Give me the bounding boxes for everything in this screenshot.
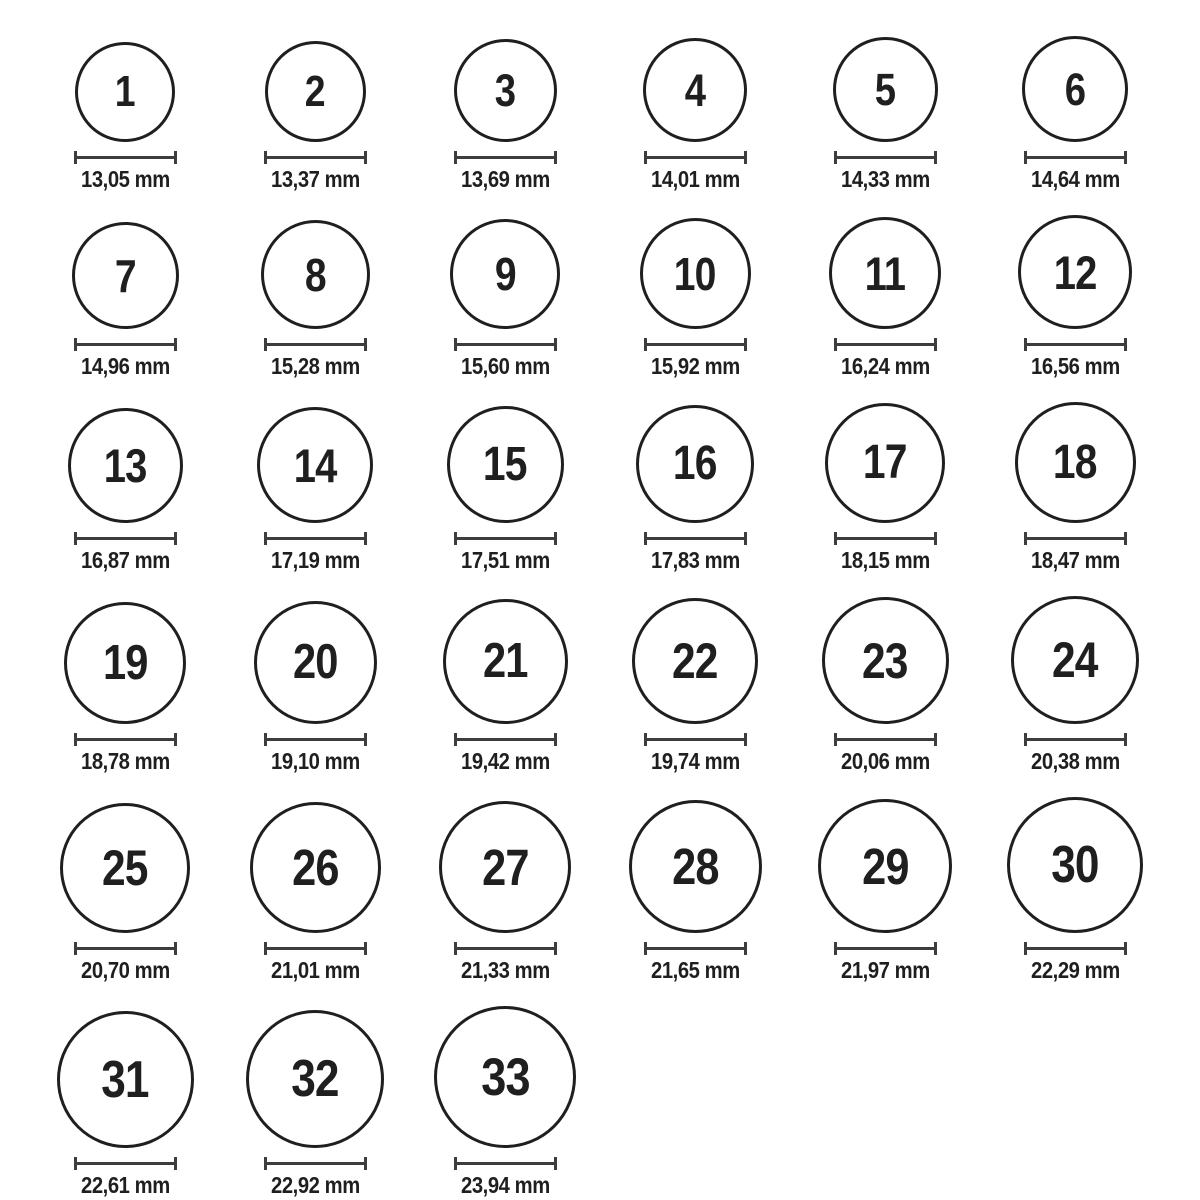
ring-size-cell <box>1011 596 1139 773</box>
diameter-label: 22,92 mm <box>270 1172 360 1198</box>
measure-bar <box>1027 156 1124 159</box>
ring-size-number: 30 <box>1051 836 1099 894</box>
diameter-label: 15,92 mm <box>650 353 740 379</box>
ring-circle <box>443 599 568 724</box>
ring-circle <box>636 405 754 523</box>
ring-circle <box>833 37 938 142</box>
ring-circle <box>1015 402 1136 523</box>
measure-bar <box>457 947 554 950</box>
diameter-measure-line <box>834 151 937 164</box>
measure-bar <box>457 1162 554 1165</box>
ring-size-cell <box>1007 797 1143 982</box>
ring-size-cell <box>450 219 560 378</box>
ring-circle <box>450 219 560 329</box>
diameter-label: 23,94 mm <box>460 1172 550 1198</box>
ring-size-cell <box>636 405 754 572</box>
ring-circle <box>439 801 571 933</box>
ring-circle <box>257 407 373 523</box>
ring-size-cell <box>818 799 952 982</box>
ring-circle <box>64 602 186 724</box>
diameter-measure-line <box>74 1157 177 1170</box>
diameter-label: 15,28 mm <box>270 353 360 379</box>
measure-tick-right <box>554 733 557 746</box>
measure-bar <box>837 947 934 950</box>
ring-size-number: 6 <box>1064 63 1086 115</box>
measure-tick-right <box>1124 151 1127 164</box>
ring-size-cell <box>822 597 949 773</box>
diameter-label: 14,33 mm <box>840 166 930 192</box>
diameter-measure-line <box>1024 338 1127 351</box>
ring-circle <box>632 598 758 724</box>
diameter-measure-line <box>264 532 367 545</box>
diameter-measure-line <box>1024 151 1127 164</box>
ring-circle <box>629 800 762 933</box>
ring-size-cell <box>643 38 747 191</box>
diameter-label: 16,56 mm <box>1030 353 1120 379</box>
diameter-label: 18,15 mm <box>840 547 930 573</box>
diameter-measure-line <box>264 151 367 164</box>
ring-circle <box>60 803 190 933</box>
ring-size-cell <box>833 37 938 191</box>
ring-size-number: 27 <box>481 838 529 896</box>
ring-size-number: 13 <box>103 439 147 492</box>
ring-circle <box>822 597 949 724</box>
ring-size-cell <box>439 801 571 982</box>
ring-circle <box>68 408 183 523</box>
diameter-label: 13,05 mm <box>80 166 170 192</box>
diameter-label: 16,24 mm <box>840 353 930 379</box>
diameter-measure-line <box>264 338 367 351</box>
diameter-measure-line <box>1024 733 1127 746</box>
measure-bar <box>457 343 554 346</box>
measure-tick-right <box>744 942 747 955</box>
ring-circle <box>825 403 945 523</box>
ring-size-number: 5 <box>874 64 896 115</box>
measure-bar <box>77 947 174 950</box>
ring-size-number: 11 <box>864 246 906 300</box>
diameter-measure-line <box>74 942 177 955</box>
measure-bar <box>1027 738 1124 741</box>
measure-bar <box>267 343 364 346</box>
diameter-label: 19,42 mm <box>460 748 550 774</box>
measure-bar <box>267 738 364 741</box>
ring-size-number: 29 <box>861 837 909 895</box>
ring-size-number: 16 <box>673 437 717 490</box>
diameter-label: 17,19 mm <box>270 547 360 573</box>
diameter-measure-line <box>454 942 557 955</box>
ring-size-cell <box>829 217 941 378</box>
measure-tick-right <box>744 338 747 351</box>
ring-circle <box>640 218 751 329</box>
ring-size-number: 25 <box>102 840 148 896</box>
measure-tick-right <box>364 1157 367 1170</box>
ring-size-cell <box>1018 215 1132 378</box>
measure-bar <box>267 537 364 540</box>
diameter-label: 21,33 mm <box>460 957 550 983</box>
diameter-label: 13,37 mm <box>270 166 360 192</box>
measure-bar <box>837 537 934 540</box>
ring-size-number: 28 <box>671 838 719 895</box>
ring-circle <box>1011 596 1139 724</box>
ring-size-cell <box>825 403 945 572</box>
ring-size-number: 21 <box>482 634 528 688</box>
measure-tick-right <box>174 733 177 746</box>
ring-size-cell <box>447 406 564 572</box>
ring-size-number: 26 <box>291 839 339 896</box>
measure-bar <box>647 537 744 540</box>
ring-size-number: 22 <box>672 633 718 689</box>
ring-circle <box>447 406 564 523</box>
measure-tick-right <box>934 733 937 746</box>
diameter-measure-line <box>644 338 747 351</box>
ring-circle <box>254 601 377 724</box>
diameter-label: 21,65 mm <box>650 957 740 983</box>
ring-circle <box>261 220 370 329</box>
ring-circle <box>454 39 557 142</box>
diameter-label: 19,10 mm <box>270 748 360 774</box>
ring-size-number: 33 <box>480 1047 530 1107</box>
diameter-measure-line <box>454 532 557 545</box>
measure-bar <box>77 537 174 540</box>
ring-size-number: 4 <box>684 64 706 116</box>
ring-size-cell <box>443 599 568 773</box>
diameter-measure-line <box>454 733 557 746</box>
ring-size-number: 20 <box>292 635 338 689</box>
ring-size-number: 12 <box>1053 245 1097 299</box>
ring-size-cell <box>434 1006 576 1197</box>
ring-size-number: 24 <box>1052 632 1098 688</box>
ring-circle <box>829 217 941 329</box>
diameter-measure-line <box>834 532 937 545</box>
ring-size-number: 15 <box>483 437 527 491</box>
diameter-measure-line <box>264 942 367 955</box>
ring-size-cell <box>261 220 370 378</box>
measure-tick-right <box>554 1157 557 1170</box>
diameter-measure-line <box>264 733 367 746</box>
ring-circle <box>72 222 179 329</box>
measure-bar <box>77 738 174 741</box>
measure-bar <box>1027 537 1124 540</box>
measure-tick-right <box>744 532 747 545</box>
measure-tick-right <box>364 151 367 164</box>
measure-bar <box>837 738 934 741</box>
ring-size-number: 18 <box>1053 435 1097 489</box>
measure-tick-right <box>554 532 557 545</box>
ring-size-number: 23 <box>862 632 908 689</box>
measure-tick-right <box>364 942 367 955</box>
measure-bar <box>837 156 934 159</box>
diameter-label: 18,78 mm <box>80 748 170 774</box>
ring-circle <box>265 41 366 142</box>
ring-size-cell <box>74 42 177 191</box>
diameter-label: 14,96 mm <box>80 353 170 379</box>
measure-bar <box>647 947 744 950</box>
ring-size-cell <box>64 602 186 773</box>
measure-bar <box>647 156 744 159</box>
diameter-label: 19,74 mm <box>650 748 740 774</box>
diameter-measure-line <box>454 338 557 351</box>
diameter-measure-line <box>834 733 937 746</box>
diameter-label: 16,87 mm <box>80 547 170 573</box>
ring-circle <box>250 802 381 933</box>
diameter-measure-line <box>1024 532 1127 545</box>
ring-circle <box>643 38 747 142</box>
ring-size-cell <box>629 800 762 982</box>
diameter-label: 22,61 mm <box>80 1172 170 1198</box>
diameter-measure-line <box>74 733 177 746</box>
ring-size-number: 9 <box>494 248 516 300</box>
ring-size-cell <box>264 41 367 191</box>
ring-size-cell <box>1015 402 1136 572</box>
diameter-label: 18,47 mm <box>1030 547 1120 573</box>
measure-bar <box>1027 343 1124 346</box>
diameter-label: 14,01 mm <box>650 166 740 192</box>
ring-size-number: 2 <box>305 66 325 116</box>
measure-bar <box>1027 947 1124 950</box>
diameter-label: 21,01 mm <box>270 957 360 983</box>
measure-tick-right <box>174 151 177 164</box>
measure-tick-right <box>174 942 177 955</box>
ring-circle <box>1022 36 1128 142</box>
diameter-measure-line <box>834 338 937 351</box>
ring-size-cell <box>257 407 373 572</box>
measure-tick-right <box>554 338 557 351</box>
diameter-label: 17,83 mm <box>650 547 740 573</box>
ring-size-number: 7 <box>114 249 136 302</box>
measure-tick-right <box>364 532 367 545</box>
diameter-measure-line <box>644 942 747 955</box>
ring-size-number: 19 <box>102 635 148 690</box>
ring-size-cell <box>68 408 183 572</box>
measure-tick-right <box>554 151 557 164</box>
ring-size-cell <box>254 601 377 773</box>
measure-tick-right <box>1124 532 1127 545</box>
ring-size-cell <box>250 802 381 982</box>
diameter-measure-line <box>644 733 747 746</box>
measure-bar <box>457 738 554 741</box>
measure-bar <box>77 156 174 159</box>
diameter-measure-line <box>264 1157 367 1170</box>
measure-bar <box>647 343 744 346</box>
ring-size-number: 10 <box>674 247 716 300</box>
measure-tick-right <box>364 733 367 746</box>
ring-size-number: 17 <box>863 436 907 489</box>
ring-circle <box>75 42 175 142</box>
ring-size-cell <box>60 803 190 982</box>
measure-tick-right <box>934 942 937 955</box>
ring-circle <box>1007 797 1143 933</box>
ring-circle <box>57 1011 194 1148</box>
measure-tick-right <box>744 733 747 746</box>
ring-size-cell <box>1022 36 1128 191</box>
diameter-label: 22,29 mm <box>1030 957 1120 983</box>
ring-size-number: 32 <box>291 1050 339 1108</box>
measure-bar <box>267 1162 364 1165</box>
ring-size-cell <box>57 1011 194 1197</box>
ring-size-cell <box>632 598 758 773</box>
diameter-measure-line <box>454 1157 557 1170</box>
diameter-measure-line <box>834 942 937 955</box>
measure-tick-right <box>174 532 177 545</box>
measure-tick-right <box>554 942 557 955</box>
ring-circle <box>246 1010 384 1148</box>
measure-bar <box>647 738 744 741</box>
ring-size-cell <box>246 1010 384 1197</box>
measure-bar <box>457 156 554 159</box>
diameter-measure-line <box>644 532 747 545</box>
diameter-measure-line <box>644 151 747 164</box>
measure-bar <box>77 1162 174 1165</box>
ring-size-cell <box>640 218 751 378</box>
measure-tick-right <box>934 532 937 545</box>
diameter-label: 17,51 mm <box>460 547 550 573</box>
measure-tick-right <box>174 1157 177 1170</box>
ring-circle <box>818 799 952 933</box>
diameter-label: 14,64 mm <box>1030 166 1120 192</box>
diameter-label: 20,06 mm <box>840 748 930 774</box>
measure-tick-right <box>934 151 937 164</box>
diameter-measure-line <box>74 151 177 164</box>
ring-size-number: 31 <box>101 1050 149 1109</box>
measure-bar <box>267 156 364 159</box>
diameter-measure-line <box>74 338 177 351</box>
measure-tick-right <box>364 338 367 351</box>
ring-size-number: 1 <box>115 67 135 116</box>
diameter-label: 20,38 mm <box>1030 748 1120 774</box>
ring-size-cell <box>72 222 179 378</box>
measure-bar <box>267 947 364 950</box>
measure-tick-right <box>1124 942 1127 955</box>
diameter-measure-line <box>454 151 557 164</box>
ring-size-number: 8 <box>304 248 326 301</box>
ring-circle <box>434 1006 576 1148</box>
measure-tick-right <box>174 338 177 351</box>
measure-tick-right <box>1124 733 1127 746</box>
measure-bar <box>77 343 174 346</box>
ring-size-number: 14 <box>293 438 337 492</box>
measure-bar <box>837 343 934 346</box>
diameter-label: 13,69 mm <box>460 166 550 192</box>
diameter-label: 15,60 mm <box>460 353 550 379</box>
measure-tick-right <box>934 338 937 351</box>
diameter-measure-line <box>1024 942 1127 955</box>
ring-size-cell <box>454 39 557 191</box>
diameter-label: 20,70 mm <box>80 957 170 983</box>
ring-size-number: 3 <box>494 65 516 116</box>
diameter-measure-line <box>74 532 177 545</box>
measure-tick-right <box>744 151 747 164</box>
measure-bar <box>457 537 554 540</box>
measure-tick-right <box>1124 338 1127 351</box>
diameter-label: 21,97 mm <box>840 957 930 983</box>
ring-circle <box>1018 215 1132 329</box>
